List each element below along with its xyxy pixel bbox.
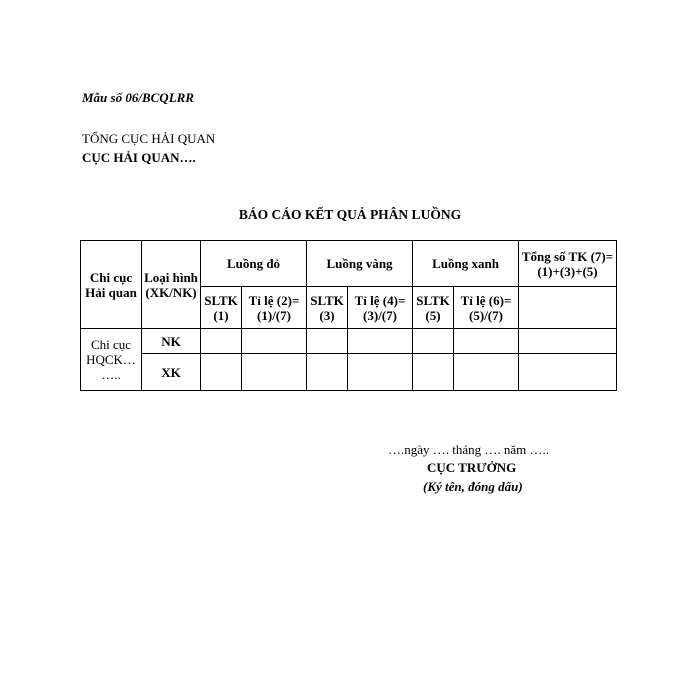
subheader-yellow-count: SLTK (3) bbox=[307, 287, 348, 329]
header-branch: Chi cục Hải quan bbox=[81, 241, 142, 329]
signature-note: (Ký tên, đóng dấu) bbox=[423, 479, 523, 494]
subheader-green-count: SLTK (5) bbox=[413, 287, 454, 329]
header-red-channel: Luồng đỏ bbox=[201, 241, 307, 287]
form-code: Mẫu số 06/BCQLRR bbox=[82, 90, 194, 105]
report-table bbox=[80, 240, 617, 391]
header-row bbox=[81, 241, 617, 287]
table-cell bbox=[519, 329, 617, 354]
header-green-channel: Luồng xanh bbox=[413, 241, 519, 287]
total-empty-cell bbox=[519, 287, 617, 329]
table-cell bbox=[413, 329, 454, 354]
header-type: Loại hình (XK/NK) bbox=[142, 241, 201, 329]
branch-name-cell: Chi cục HQCK… ….. bbox=[81, 329, 142, 391]
signature-date-line: ….ngày …. tháng …. năm ….. bbox=[388, 442, 550, 457]
table-row bbox=[81, 329, 617, 354]
type-cell: XK bbox=[142, 354, 201, 391]
header-total: Tổng số TK (7)=(1)+(3)+(5) bbox=[519, 241, 617, 287]
table-cell bbox=[348, 354, 413, 391]
table-cell bbox=[413, 354, 454, 391]
header-yellow-channel: Luồng vàng bbox=[307, 241, 413, 287]
report-title: BÁO CÁO KẾT QUẢ PHÂN LUỒNG bbox=[238, 207, 462, 222]
table-cell bbox=[348, 329, 413, 354]
subheader-yellow-ratio: Tỉ lệ (4)=(3)/(7) bbox=[348, 287, 413, 329]
org-name-department: CỤC HẢI QUAN…. bbox=[82, 150, 196, 165]
type-cell: NK bbox=[142, 329, 201, 354]
table-cell bbox=[454, 354, 519, 391]
table-cell bbox=[454, 329, 519, 354]
subheader-red-ratio: Tỉ lệ (2)=(1)/(7) bbox=[242, 287, 307, 329]
signature-title: CỤC TRƯỞNG bbox=[427, 460, 517, 475]
subheader-green-ratio: Tỉ lệ (6)=(5)/(7) bbox=[454, 287, 519, 329]
table-cell bbox=[242, 354, 307, 391]
org-name-general-department: TỔNG CỤC HẢI QUAN bbox=[82, 131, 216, 146]
table-cell bbox=[307, 329, 348, 354]
table-row bbox=[81, 354, 617, 391]
table-cell bbox=[242, 329, 307, 354]
table-cell bbox=[307, 354, 348, 391]
table-cell bbox=[201, 354, 242, 391]
table-cell bbox=[201, 329, 242, 354]
table-cell bbox=[519, 354, 617, 391]
subheader-red-count: SLTK (1) bbox=[201, 287, 242, 329]
